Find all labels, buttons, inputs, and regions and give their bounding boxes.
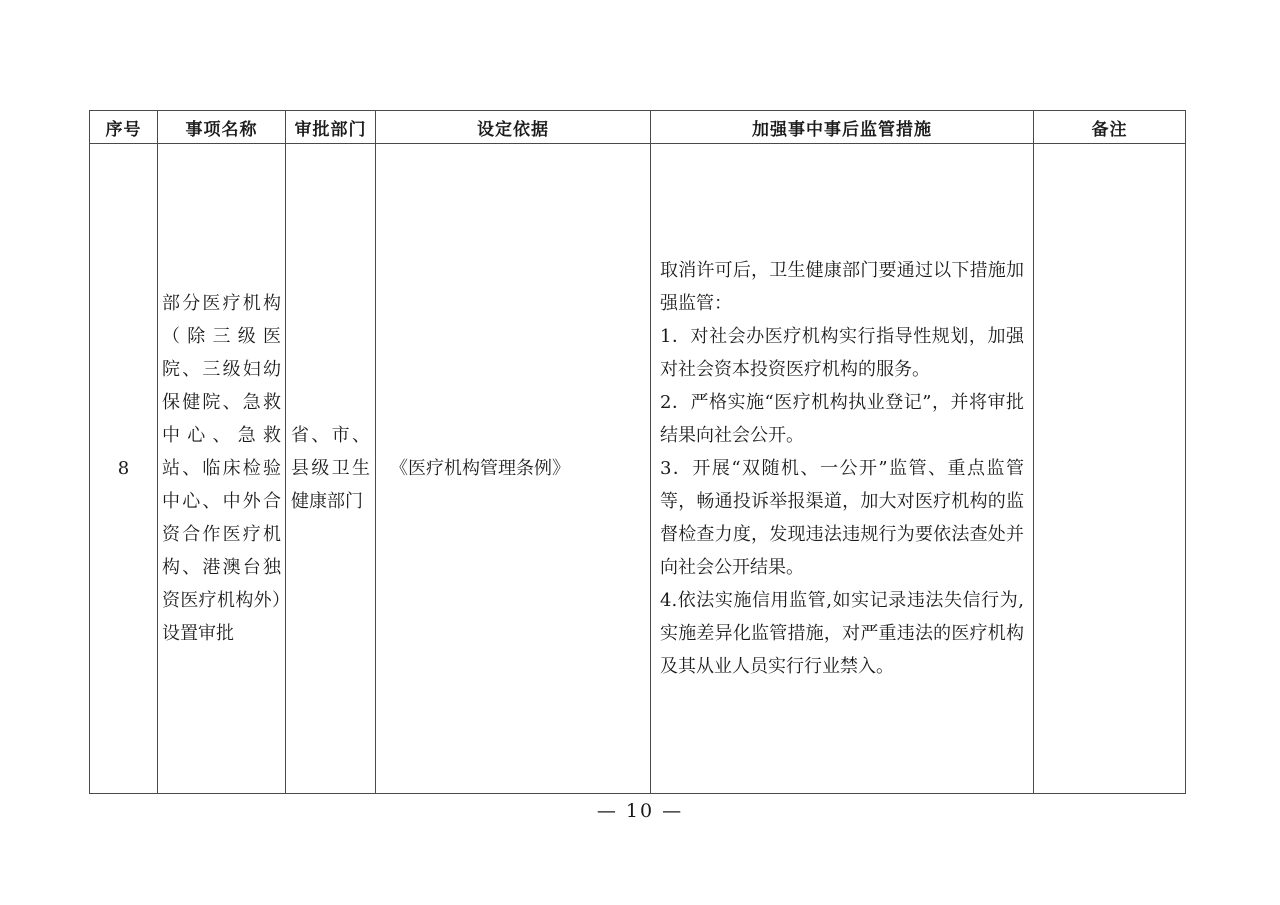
cell-department <box>286 144 376 794</box>
department-text: 省、市、县级卫生健康部门 <box>291 425 370 512</box>
cell-remarks <box>1034 144 1186 794</box>
table-header-row <box>90 111 1186 144</box>
cell-measures <box>651 144 1034 794</box>
header-remarks: 备注 <box>1034 111 1186 144</box>
header-measures: 加强事中事后监管措施 <box>651 111 1034 144</box>
header-basis: 设定依据 <box>376 111 651 144</box>
regulation-table <box>89 110 1186 794</box>
cell-item-name <box>158 144 286 794</box>
basis-text: 《医疗机构管理条例》 <box>390 457 570 479</box>
cell-index: 8 <box>90 144 158 794</box>
page-number: — 10 — <box>596 800 684 822</box>
measures-text <box>651 254 1033 683</box>
item-name-text: 部分医疗机构（除三级医院、三级妇幼保健院、急救中心、急救站、临床检验中心、中外合资合作医疗机构、港澳台独资医疗机构外）设置审批 <box>162 293 281 644</box>
table-row <box>90 144 1186 794</box>
measure-paragraph: 取消许可后，卫生健康部门要通过以下措施加强监管： <box>660 260 1024 314</box>
header-department: 审批部门 <box>286 111 376 144</box>
measure-paragraph: 1．对社会办医疗机构实行指导性规划，加强对社会资本投资医疗机构的服务。 <box>660 326 1024 380</box>
header-item-name: 事项名称 <box>158 111 286 144</box>
header-index: 序号 <box>90 111 158 144</box>
cell-basis <box>376 144 651 794</box>
measure-paragraph: 3．开展“双随机、一公开”监管、重点监管等，畅通投诉举报渠道，加大对医疗机构的监督检查力度，发现违法违规行为要依法查处并向社会公开结果。 <box>660 458 1024 578</box>
measure-paragraph: 2．严格实施“医疗机构执业登记”，并将审批结果向社会公开。 <box>660 392 1024 446</box>
measure-paragraph: 4.依法实施信用监管,如实记录违法失信行为,实施差异化监管措施，对严重违法的医疗机构及其从业人员实行行业禁入。 <box>660 590 1024 677</box>
